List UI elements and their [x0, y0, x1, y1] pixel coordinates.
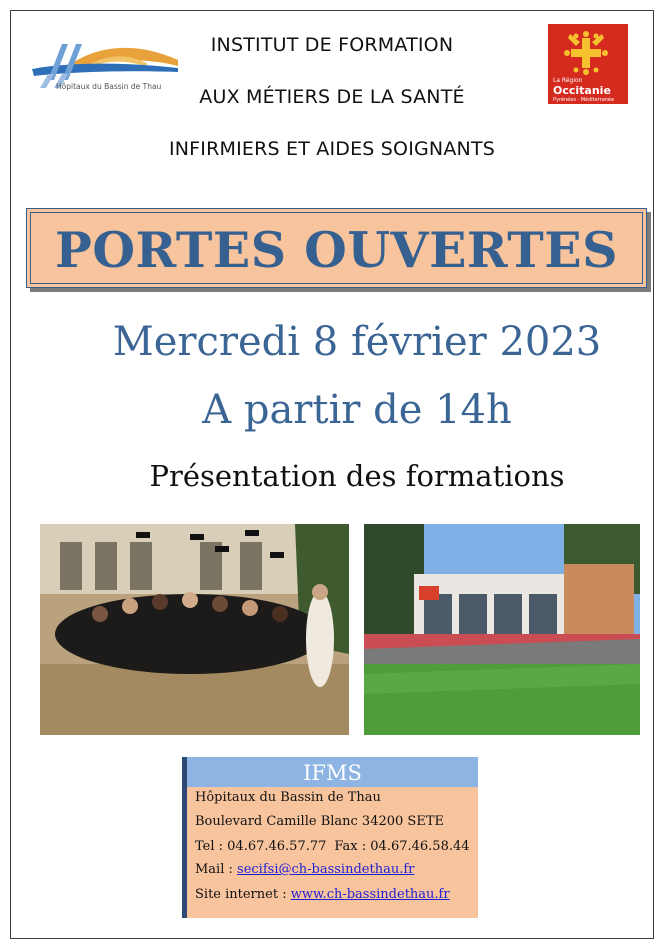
contact-address: Boulevard Camille Blanc 34200 SETE [195, 814, 444, 829]
header-line-nurses: INFIRMIERS ET AIDES SOIGNANTS [168, 138, 496, 160]
contact-site-line [195, 887, 450, 902]
contact-mail-link[interactable]: secifsi@ch-bassindethau.fr [237, 862, 415, 877]
contact-site-label: Site internet : [195, 887, 291, 902]
header-line-institute: INSTITUT DE FORMATION [210, 34, 454, 56]
graduation-group-photo [40, 524, 349, 735]
contact-box [182, 757, 478, 918]
open-days-banner [26, 208, 647, 288]
contact-mail-line [195, 862, 414, 877]
header-line-health: AUX MÉTIERS DE LA SANTÉ [199, 86, 465, 108]
contact-tel: Tel : 04.67.46.57.77 [195, 839, 327, 854]
region-occitanie-logo [548, 24, 628, 104]
region-prefix: La Région [553, 77, 583, 84]
event-subtitle: Présentation des formations [149, 459, 565, 493]
graduation-photo-icon [40, 524, 349, 735]
contact-site-link[interactable]: www.ch-bassindethau.fr [290, 887, 450, 902]
contact-mail-label: Mail : [195, 862, 238, 877]
building-photo-icon [364, 524, 640, 735]
contact-title: IFMS [187, 757, 478, 787]
contact-fax: Fax : 04.67.46.58.44 [334, 839, 470, 854]
contact-phone-fax [195, 839, 470, 854]
event-date: Mercredi 8 février 2023 [112, 319, 602, 365]
building-exterior-photo [364, 524, 640, 735]
region-subtitle: Pyrénées · Méditerranée [553, 97, 615, 103]
event-time: A partir de 14h [202, 387, 512, 433]
region-name: Occitanie [553, 84, 611, 97]
hospital-logo-caption: Hôpitaux du Bassin de Thau [56, 82, 162, 91]
contact-org: Hôpitaux du Bassin de Thau [195, 790, 381, 805]
banner-title: PORTES OUVERTES [55, 221, 618, 279]
occitan-cross-icon [562, 30, 610, 76]
